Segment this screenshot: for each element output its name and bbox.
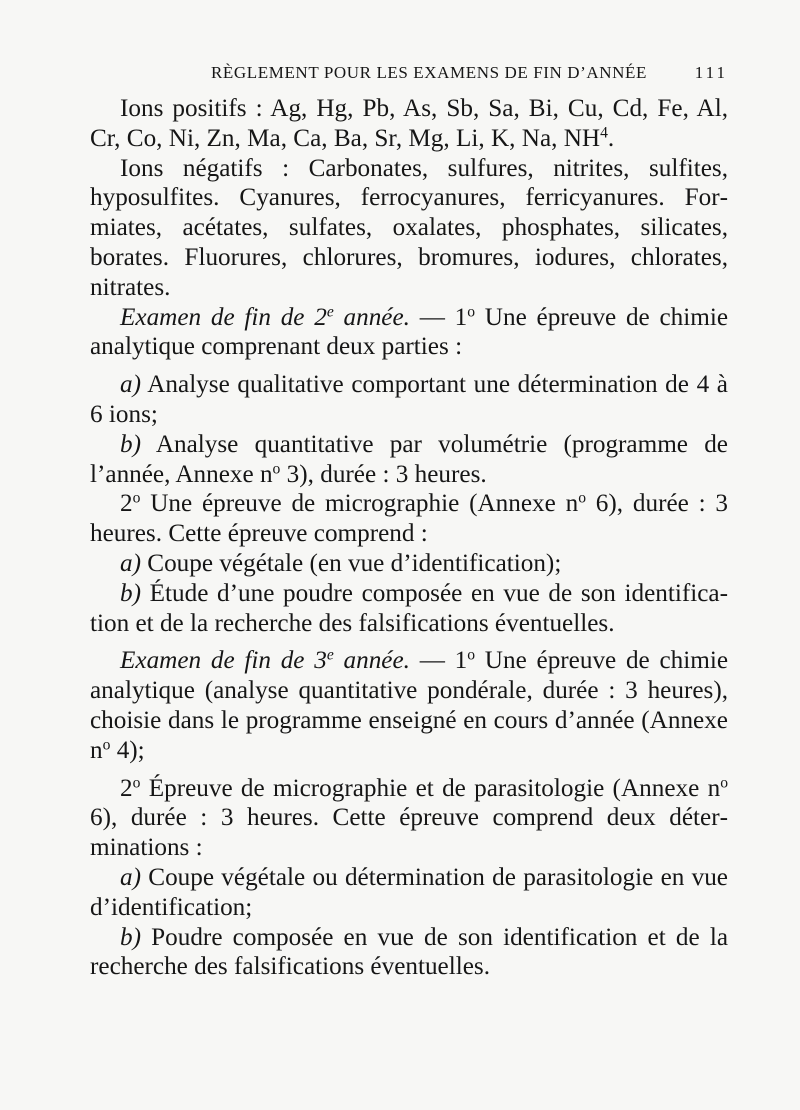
ions-positifs-text: Ions positifs : Ag, Hg, Pb, As, Sb, Sa, Bi, Cu, Cd, Fe, Al, Cr, Co, Ni, Zn, Ma, Ca, Ba, Sr, Mg, Li, K, Na, NH <box>90 95 728 152</box>
body-text <box>90 94 728 982</box>
exam2-heading-text: Examen de fin de 2 <box>120 303 327 331</box>
paragraph-ions-negatifs: Ions négatifs : Carbonates, sulfures, nitrites, sulfites, hyposulfites. Cyanures, ferrocyanures, ferricyanures. Formiates, acétates, sulfates, oxalates, phosphates, silicates, borates. Fluorures, chlorures, bromures, iodures, chlorates, nitrates. <box>90 154 728 301</box>
exam2-intro-text: — 1 <box>409 303 468 331</box>
page-number: 111 <box>694 63 728 82</box>
superscript: o <box>467 646 476 664</box>
paragraph-exam3-intro <box>90 646 728 765</box>
exam3-heading-text: Examen de fin de 3 <box>120 647 327 675</box>
superscript: o <box>132 773 141 791</box>
paragraph-exam2-a <box>90 370 728 430</box>
paragraph-exam2-second <box>90 489 728 549</box>
paragraph-exam2-second-a <box>90 549 728 579</box>
paragraph-exam2-intro <box>90 303 728 363</box>
superscript: e <box>326 646 334 664</box>
paragraph-exam3-second <box>90 774 728 863</box>
exam2-a-text: Analyse qualitative comportant une détermination de 4 à 6 ions; <box>90 371 728 428</box>
exam2-b-end: 3), durée : 3 heures. <box>280 460 487 488</box>
paragraph-ions-positifs <box>90 94 728 154</box>
superscript: e <box>326 303 334 320</box>
exam2-heading-end: année. <box>333 303 410 331</box>
exam3-p2-text: Épreuve de micrographie et de parasitologie (Annexe n <box>140 774 721 802</box>
superscript: o <box>132 489 141 507</box>
exam3-intro-rest: Une épreuve de chimie analytique (analyse quantitative pondérale, durée : 3 heures), choisie dans le programme enseigné en cours d’année (Annexe n <box>90 647 729 764</box>
paragraph-exam3-a <box>90 863 728 923</box>
superscript: o <box>720 773 728 791</box>
ions-positifs-end: . <box>607 124 615 152</box>
exam3-p2-end: 6), durée : 3 heures. Cette épreuve comprend deux déterminations : <box>90 804 728 862</box>
exam3-intro-text: — 1 <box>409 647 468 675</box>
exam2-p2-a-text: Coupe végétale (en vue d’identification); <box>140 549 562 577</box>
exam3-heading-end: année. <box>333 647 410 675</box>
exam3-intro-end: 4); <box>110 736 145 764</box>
header-title: RÈGLEMENT POUR LES EXAMENS DE FIN D’ANNÉE <box>210 63 648 82</box>
superscript: o <box>272 459 281 477</box>
exam3-b-text: Poudre composée en vue de son identification et de la recherche des falsifications éventuelles. <box>90 923 728 981</box>
superscript: o <box>578 489 587 507</box>
superscript: o <box>102 736 111 754</box>
item-letter-b: b) <box>120 579 141 607</box>
running-header <box>90 58 728 94</box>
item-letter-a: a) <box>120 371 141 399</box>
exam3-heading <box>120 647 410 674</box>
paragraph-exam2-second-b <box>90 579 728 639</box>
item-letter-b: b) <box>120 923 141 951</box>
exam3-a-text: Coupe végétale ou détermination de parasitologie en vue d’identification; <box>90 863 728 921</box>
paragraph-exam2-b <box>90 430 728 490</box>
exam3-p2-num: 2 <box>120 774 133 802</box>
exam2-p2-text: Une épreuve de micrographie (Annexe n <box>140 490 579 518</box>
book-page <box>90 58 728 982</box>
exam2-p2-b-text: Étude d’une poudre composée en vue de son identification et de la recherche des falsifications éventuelles. <box>90 579 728 637</box>
item-letter-b: b) <box>120 430 141 458</box>
exam2-b-text: Analyse quantitative par volumétrie (programme de l’année, Annexe n <box>90 430 728 488</box>
superscript: o <box>467 303 476 320</box>
superscript: 4 <box>600 124 608 142</box>
exam2-p2-end: 6), durée : 3 heures. Cette épreuve comprend : <box>90 490 728 548</box>
exam2-p2-num: 2 <box>120 490 133 518</box>
item-letter-a: a) <box>120 863 141 891</box>
exam2-intro-rest: Une épreuve de chimie analytique comprenant deux parties : <box>90 303 729 361</box>
exam2-heading <box>120 304 410 331</box>
paragraph-exam3-b <box>90 923 728 983</box>
item-letter-a: a) <box>120 549 141 577</box>
